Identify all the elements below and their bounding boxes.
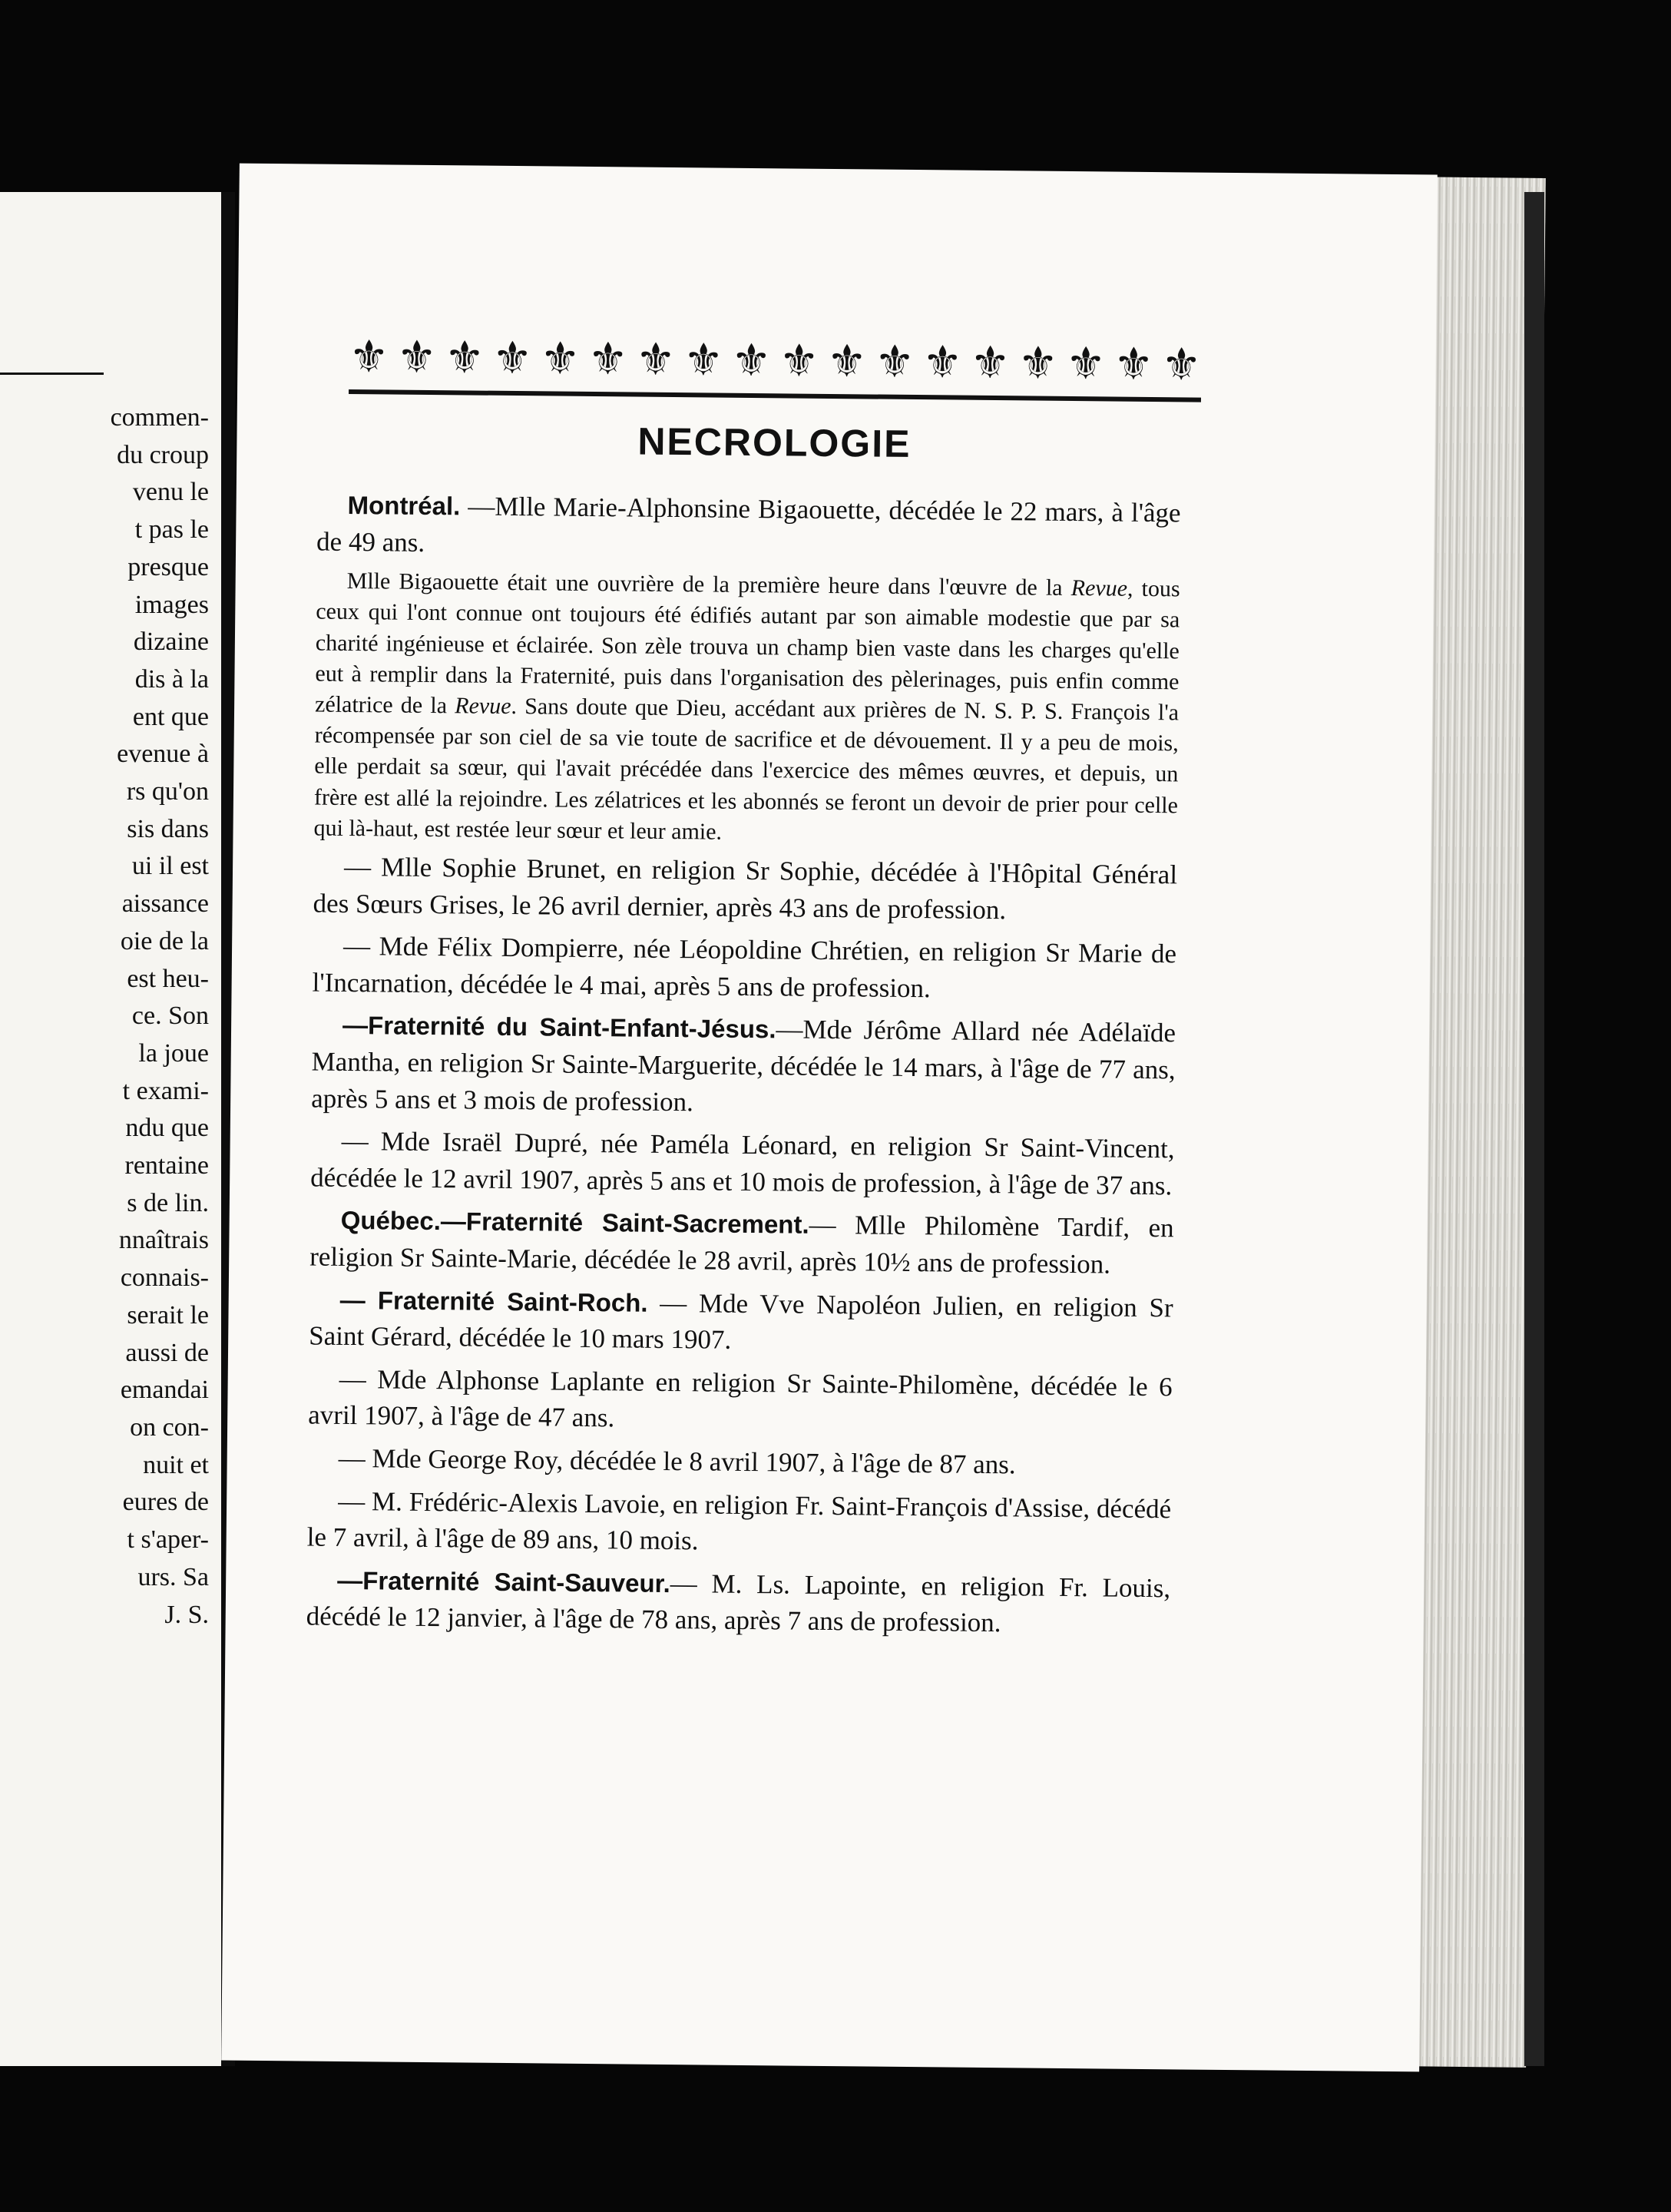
obituary-note (313, 566, 1180, 853)
left-line: du croup (117, 440, 209, 469)
left-line: rs qu'on (126, 777, 209, 806)
obituary-entry (309, 1202, 1174, 1283)
entry-heading: — Fraternité Saint-Roch. (339, 1285, 648, 1317)
left-line: rentaine (124, 1151, 209, 1181)
entry-text: — Mde Félix Dompierre, née Léopoldine Chrétien, en religion Sr Marie de l'Incarnation, décédée le 4 mai, après 5 ans de profession. (312, 931, 1177, 1004)
right-page (221, 164, 1438, 2072)
left-line: emandai (120, 1376, 209, 1405)
left-page-text (2, 399, 209, 1634)
left-line: ce. Son (131, 1002, 209, 1031)
left-line: nnaîtrais (118, 1226, 209, 1255)
obituary-entry (306, 1482, 1171, 1564)
obituary-entry (306, 1561, 1171, 1643)
left-line: urs. Sa (137, 1562, 209, 1591)
left-line: t pas le (134, 515, 209, 545)
left-line: images (134, 590, 209, 619)
fleur-de-lis-icon: ⚜ (491, 331, 533, 385)
left-line: oie de la (120, 926, 209, 955)
left-line: t exami- (122, 1076, 209, 1105)
fleur-de-lis-icon: ⚜ (922, 336, 963, 389)
fleur-de-lis-icon: ⚜ (396, 330, 438, 384)
obituary-entry (313, 849, 1177, 930)
fleur-de-lis-icon: ⚜ (444, 331, 485, 384)
revue-title: Revue (1070, 575, 1128, 601)
fleur-de-lis-icon: ⚜ (683, 333, 724, 386)
note-text: Mlle Bigaouette était une ouvrière de la première heure dans l'œuvre de la (346, 568, 1071, 601)
fleur-de-lis-icon: ⚜ (731, 333, 772, 387)
note-text: . Sans doute que Dieu, accédant aux prières de N. S. P. S. François l'a récompensée par son ciel de sa vie toute de sacrifice et de dévouement. Il y a peu de mois, elle perdait sa sœur, qui l'avait précédée dans l'exercice des mêmes œuvres, et depuis, un frère est allé la rejoindre. Les zélatrices et les abonnés se feront un devoir de prier pour celle qui là-haut, est restée leur sœur et leur amie. (313, 693, 1180, 845)
book-cover-edge (1524, 192, 1544, 2066)
entry-text: — Mde George Roy, décédée le 8 avril 1907, à l'âge de 87 ans. (338, 1442, 1016, 1480)
revue-title: Revue (455, 693, 511, 719)
entry-heading: —Fraternité Saint-Sauveur. (337, 1565, 670, 1598)
entry-heading: —Fraternité du Saint-Enfant-Jésus. (342, 1011, 776, 1044)
left-line: est heu- (127, 964, 209, 993)
fleur-de-lis-border (349, 329, 1202, 392)
obituary-list (306, 487, 1180, 1650)
fleur-de-lis-icon: ⚜ (826, 334, 868, 388)
left-line: t s'aper- (127, 1525, 209, 1555)
left-line: sis dans (127, 814, 209, 843)
fleur-de-lis-icon: ⚜ (779, 334, 819, 387)
left-line: s de lin. (127, 1188, 209, 1217)
obituary-entry (308, 1360, 1173, 1442)
obituary-entry (307, 1439, 1171, 1484)
left-line: ndu que (125, 1114, 209, 1143)
left-page (0, 192, 223, 2066)
left-line: venu le (132, 478, 209, 507)
obituary-entry (316, 487, 1181, 568)
left-line: presque (127, 552, 209, 581)
page-title: NECROLOGIE (637, 419, 912, 465)
entry-text: —Mlle Marie-Alphonsine Bigaouette, décédée le 22 mars, à l'âge de 49 ans. (316, 491, 1181, 558)
left-line: ent que (132, 702, 209, 731)
fleur-de-lis-icon: ⚜ (635, 333, 677, 386)
ornament-rule (349, 389, 1201, 402)
fleur-de-lis-icon: ⚜ (1017, 336, 1059, 389)
entry-text: —Mde Jérôme Allard née Adélaïde Mantha, en religion Sr Sainte-Marguerite, décédée le 14 mars, à l'âge de 77 ans, après 5 ans et 3 mois de profession. (311, 1014, 1176, 1117)
fleur-de-lis-icon: ⚜ (587, 332, 628, 386)
left-line: J. S. (164, 1600, 209, 1629)
obituary-entry (310, 1123, 1175, 1204)
entry-text: — M. Ls. Lapointe, en religion Fr. Louis, décédé le 12 janvier, à l'âge de 78 ans, après 7 ans de profession. (306, 1568, 1171, 1638)
obituary-entry (311, 1007, 1176, 1125)
entry-text: — Mlle Philomène Tardif, en religion Sr Sainte-Marie, décédée le 28 avril, après 10½ ans de profession. (309, 1210, 1174, 1280)
fleur-de-lis-icon: ⚜ (874, 335, 915, 389)
entry-text: — Mlle Sophie Brunet, en religion Sr Sophie, décédée à l'Hôpital Général des Sœurs Grises, le 26 avril dernier, après 43 ans de profession. (313, 851, 1178, 925)
left-line: dizaine (133, 628, 209, 657)
fleur-de-lis-icon: ⚜ (1065, 336, 1107, 390)
obituary-entry (312, 928, 1176, 1009)
entry-text: — Mde Alphonse Laplante en religion Sr Sainte-Philomène, décédée le 6 avril 1907, à l'âge de 47 ans. (308, 1363, 1173, 1433)
entry-text: — Mde Vve Napoléon Julien, en religion Sr Saint Gérard, décédée le 10 mars 1907. (309, 1287, 1173, 1355)
note-text: , tous ceux qui l'ont connue ont toujours été édifiés autant par son aimable modestie que par sa charité ingénieuse et éclairée. Son zèle trouva un champ bien vaste dans les charges qu'elle eut à remplir dans la Fraternité, puis dans l'organisation des pèlerinages, puis enfin comme zélatrice de la (314, 575, 1180, 719)
left-line: evenue à (117, 740, 209, 769)
fleur-de-lis-icon: ⚜ (349, 329, 389, 383)
fleur-de-lis-icon: ⚜ (970, 336, 1011, 389)
fleur-de-lis-icon: ⚜ (1113, 337, 1154, 391)
left-line: eures de (122, 1488, 209, 1517)
left-page-rule (0, 373, 104, 375)
left-line: aissance (121, 889, 209, 919)
entry-text: — Mde Israël Dupré, née Paméla Léonard, en religion Sr Saint-Vincent, décédée le 12 avril 1907, après 5 ans et 10 mois de profession, à l'âge de 37 ans. (310, 1126, 1175, 1201)
left-line: dis à la (134, 664, 209, 694)
entry-text: — M. Frédéric-Alexis Lavoie, en religion Fr. Saint-François d'Assise, décédé le 7 avril, à l'âge de 89 ans, 10 mois. (306, 1485, 1172, 1556)
left-line: on con- (130, 1412, 209, 1442)
left-line: aussi de (125, 1338, 209, 1367)
obituary-entry (309, 1281, 1173, 1363)
entry-heading: Montréal. (347, 490, 461, 521)
fleur-de-lis-icon: ⚜ (540, 332, 581, 385)
left-line: connais- (120, 1263, 209, 1293)
entry-heading: Québec.—Fraternité Saint-Sacrement. (340, 1206, 809, 1240)
left-line: commen- (110, 403, 209, 432)
fleur-de-lis-icon: ⚜ (1161, 338, 1202, 391)
left-line: serait le (127, 1300, 209, 1330)
left-line: la joue (138, 1038, 209, 1068)
left-line: ui il est (131, 852, 209, 881)
left-line: nuit et (143, 1450, 209, 1479)
